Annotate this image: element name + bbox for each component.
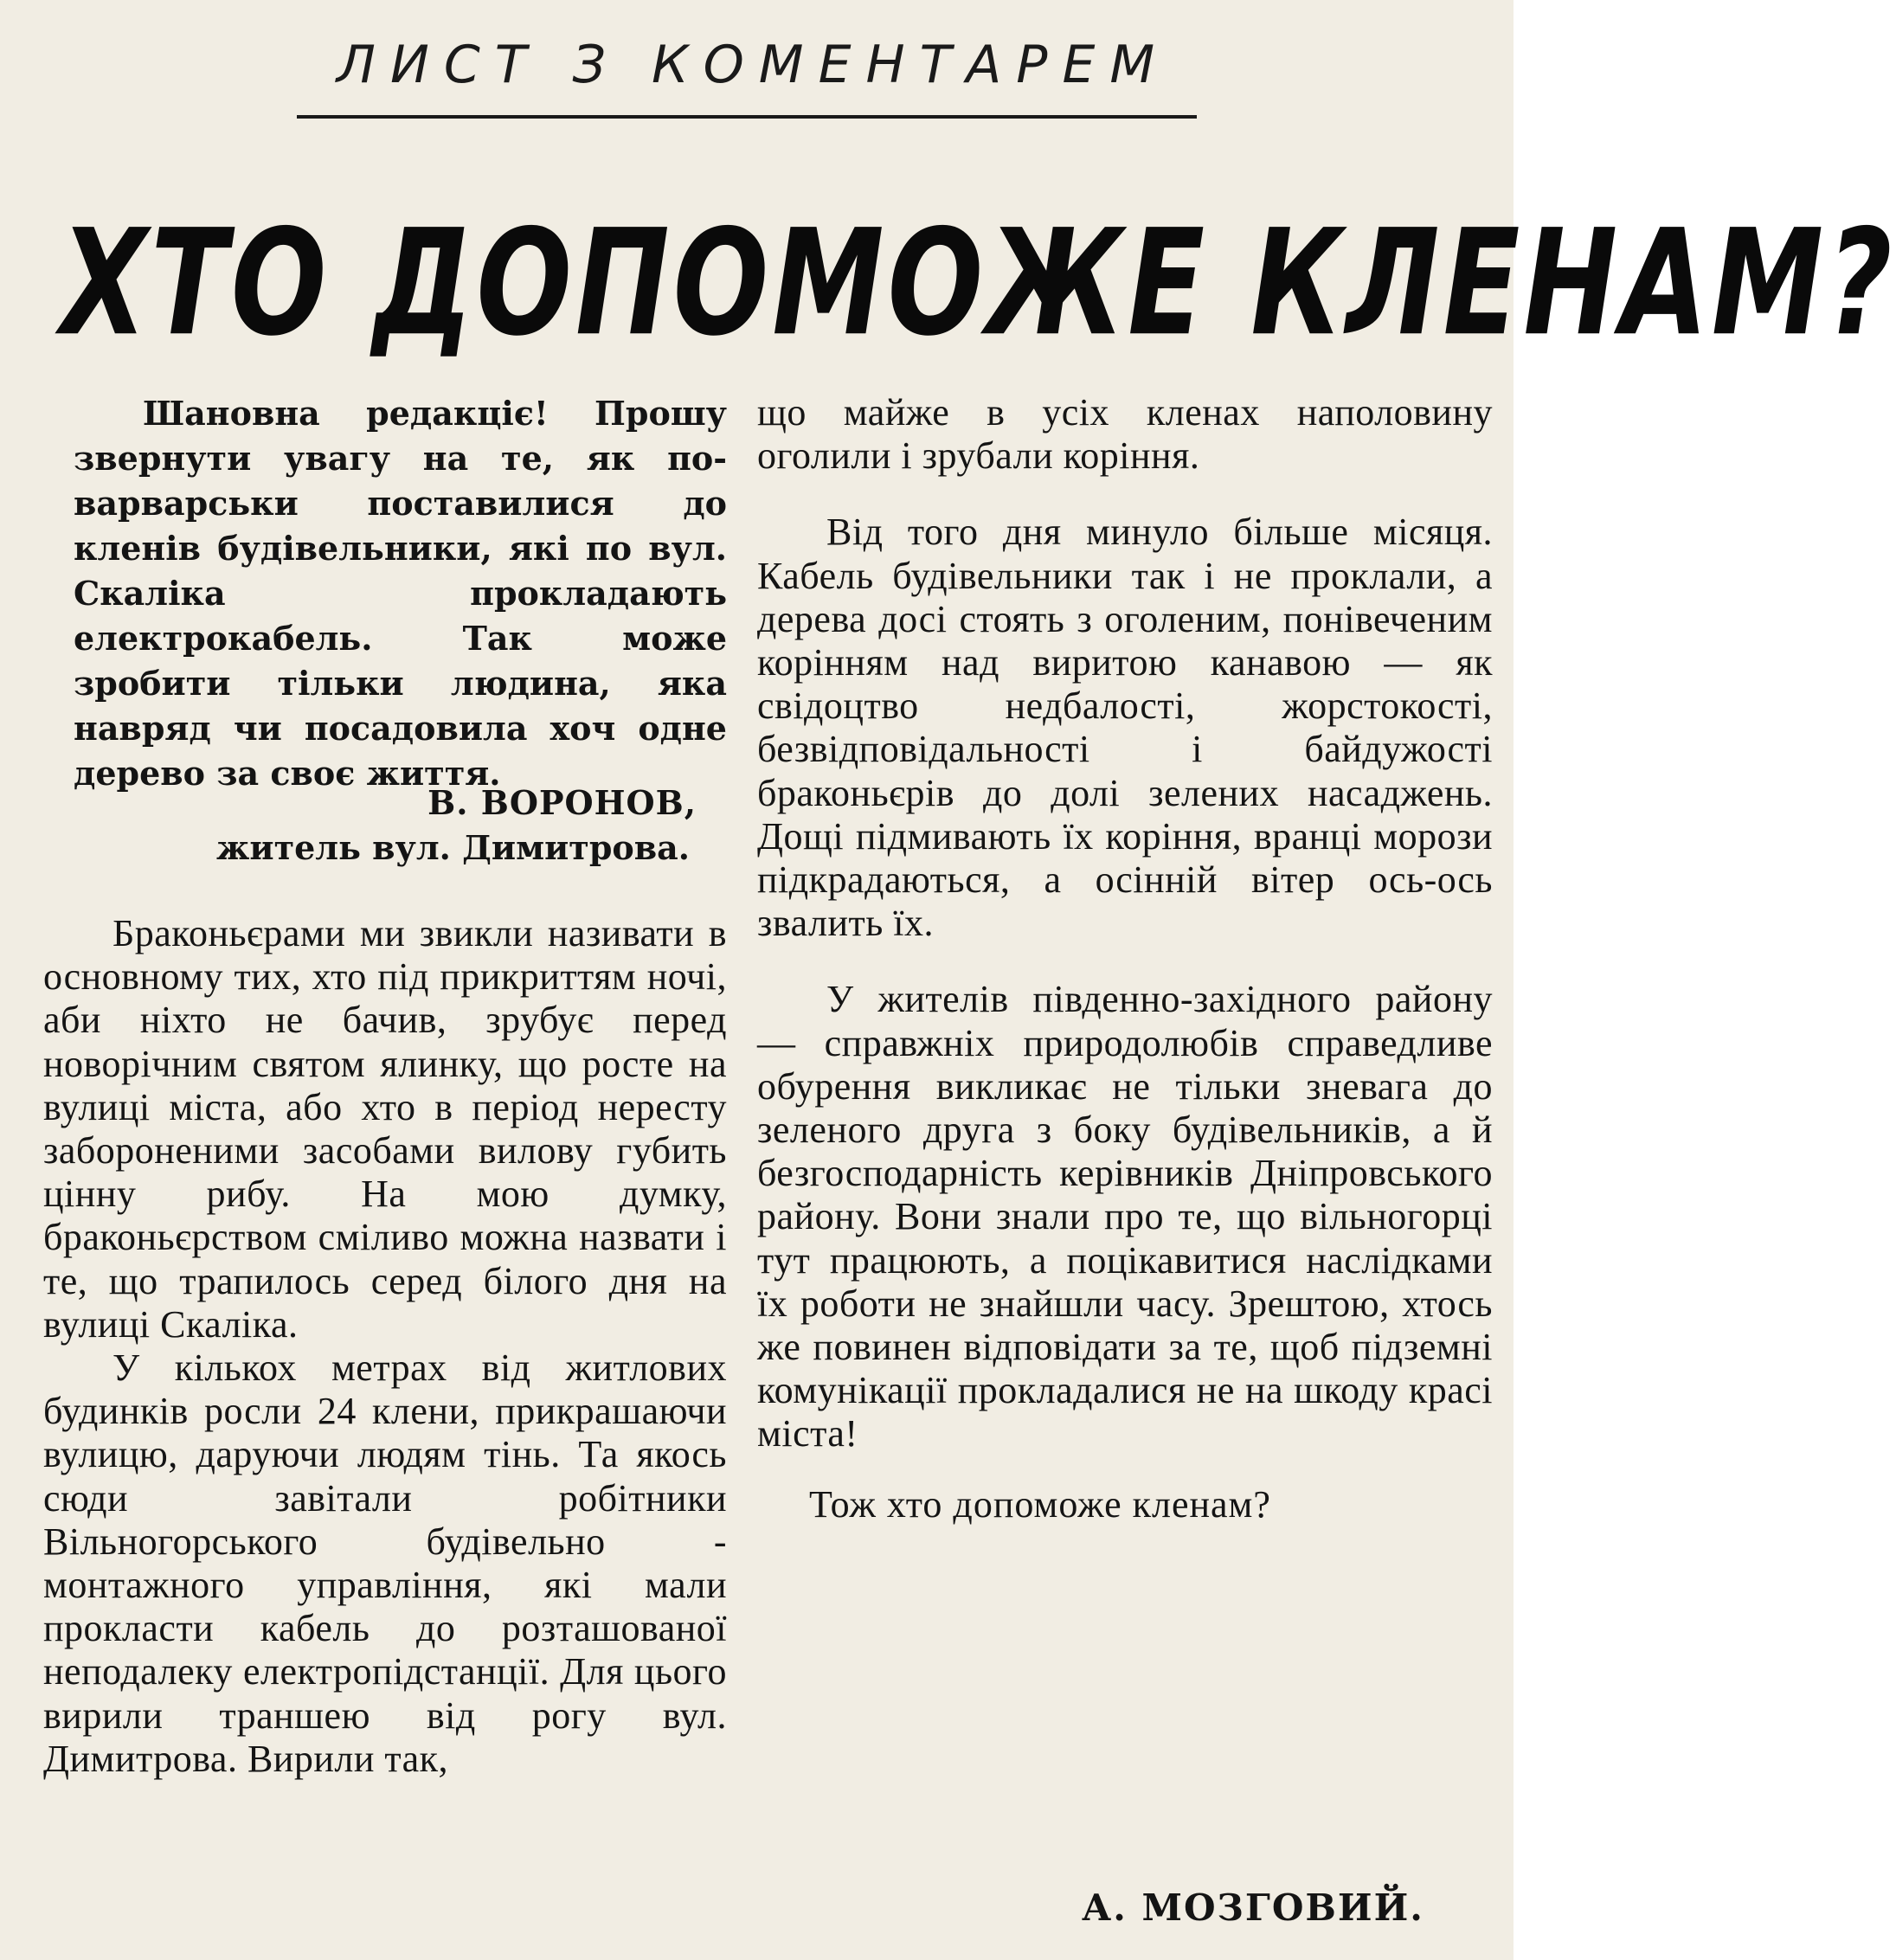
article-right-column [757,391,1493,1526]
article-paragraph: Від того дня минуло більше місяця. Кабель будівельники так і не проклали, а дерева досі стоять з оголеним, понівеченим корінням над виритою канавою — як свідоцтво недбалості, жорстокості, безвідповідальності і байдужості браконьєрів до долі зелених насаджень. Дощі підмивають їх коріння, вранці морози підкрадаються, а осінній вітер ось-ось звалить їх. [757,511,1493,945]
letter-signature-address: житель вул. Димитрова. [216,828,690,867]
reader-letter: Шановна редакціє! Прошу звернути увагу на те, як по-варварськи поставилися до кленів будівельники, які по вул. Скаліка прокладають електрокабель. Так може зробити тільки людина, яка навряд чи посадовила хоч одне дерево за своє життя. [74,394,727,793]
article-paragraph: У кількох метрах від житлових будинків росли 24 клени, прикрашаючи вулицю, даруючи людям тінь. Та якось сюди завітали робітники Вільногорського будівельно - монтажного управління, які мали прокласти кабель до розташованої неподалеку електропідстанції. Для цього вирили траншею від рогу вул. Димитрова. Вирили так, [43,1346,727,1780]
letter-signature-name: В. ВОРОНОВ, [427,783,697,822]
article-paragraph: У жителів південно-західного району — справжніх природолюбів справедливе обурення викликає не тільки зневага до зеленого друга з боку будівельників, а й безгосподарність керівників Дніпровського району. Вони знали про те, що вільногорці тут працюють, а поцікавитися наслідками їх роботи не знайшли часу. Зрештою, хтось же повинен відповідати за те, щоб підземні комунікації прокладалися не на шкоду красі міста! [757,978,1493,1456]
rubric-underline [297,115,1197,119]
article-author: А. МОЗГОВИЙ. [1082,1886,1424,1929]
headline: ХТО ДОПОМОЖЕ КЛЕНАМ? [61,197,1896,369]
article-paragraph: Браконьєрами ми звикли називати в основному тих, хто під прикриттям ночі, аби ніхто не бачив, зрубує перед новорічним святом ялинку, що росте на вулиці міста, або хто в період нересту забороненими засобами вилову губить цінну рибу. На мою думку, браконьєрством сміливо можна назвати і те, що трапилось серед білого дня на вулиці Скаліка. [43,912,727,1346]
article-paragraph: що майже в усіх кленах наполовину оголили і зрубали коріння. [757,391,1493,478]
closing-line: Тож хто допоможе кленам? [809,1482,1271,1526]
article-left-column [43,912,727,1781]
rubric-title: ЛИСТ З КОМЕНТАРЕМ [336,35,1170,95]
letter-signature [74,781,697,871]
